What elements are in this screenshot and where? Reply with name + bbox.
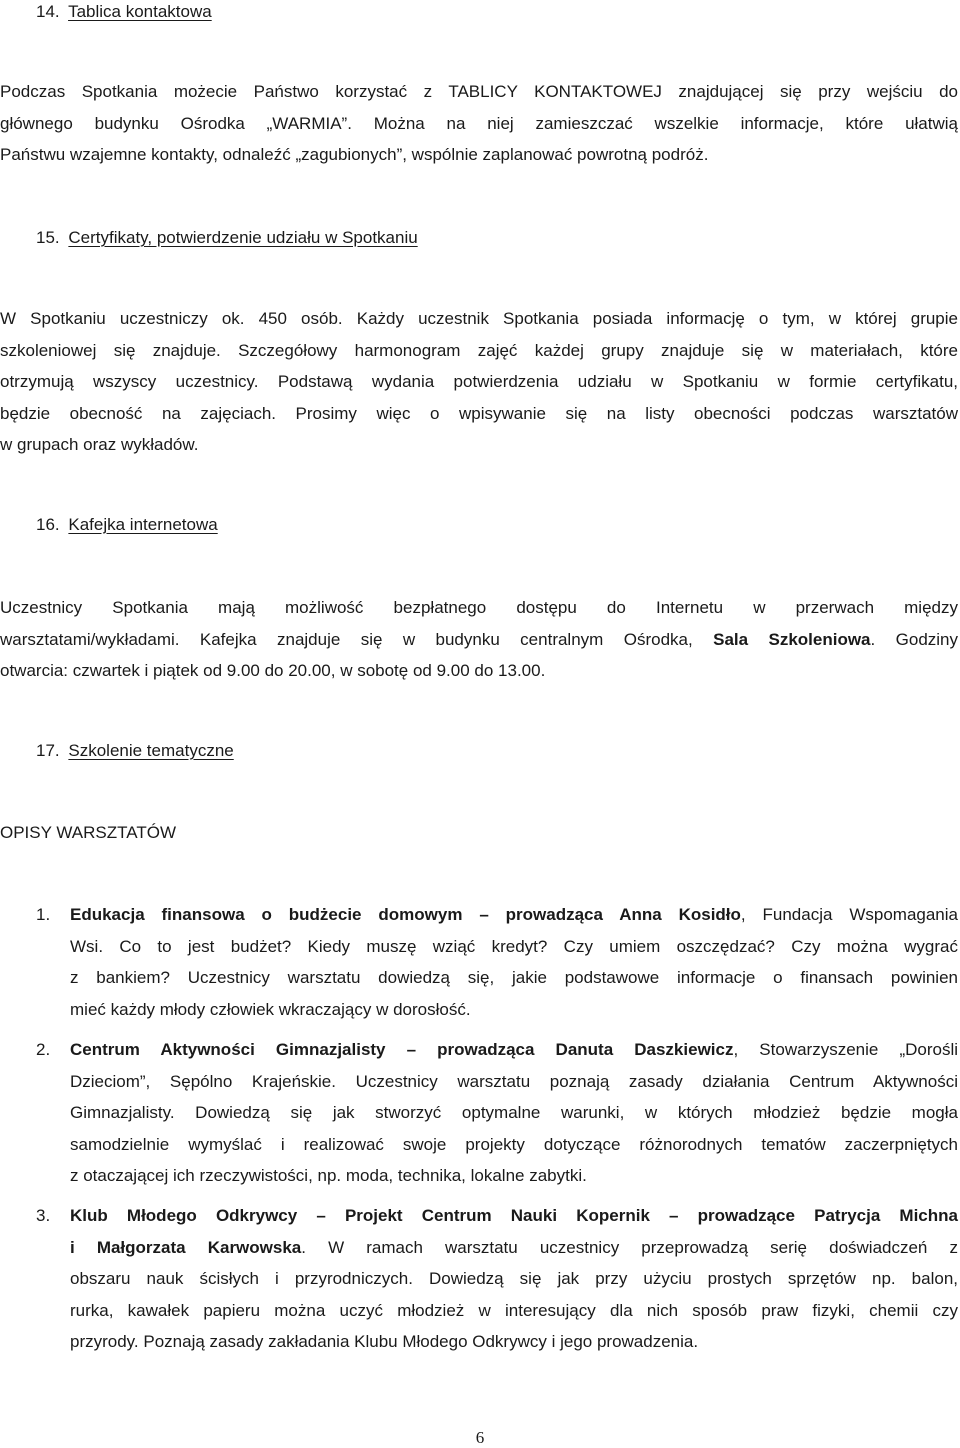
- workshop-number: 3.: [36, 1206, 51, 1225]
- section-17-heading: [36, 740, 234, 762]
- paragraph-line: W Spotkaniu uczestniczy ok. 450 osób. Każdy uczestnik Spotkania posiada informację o tym, w której grupie: [0, 309, 958, 328]
- section-15-paragraph: [0, 303, 958, 461]
- workshop-line: [70, 1232, 958, 1264]
- room-name: Sala Szkoleniowa: [713, 629, 871, 649]
- workshop-item-3: [0, 1200, 958, 1358]
- workshop-line: rurka, kawałek papieru można uczyć młodzież w interesujący dla nich sposób praw fizyki, chemii czy: [70, 1300, 958, 1320]
- workshop-body: [70, 899, 958, 1025]
- paragraph-line: w grupach oraz wykładów.: [0, 435, 199, 454]
- section-16-number: 16.: [36, 515, 60, 534]
- paragraph-line: [0, 624, 958, 656]
- workshop-line: samodzielnie wymyślać i realizować swoje projekty dotyczące różnorodnych tematów zaczerpniętych: [70, 1134, 958, 1154]
- workshop-title: Edukacja finansowa o budżecie domowym – prowadząca Anna Kosidło: [70, 905, 741, 924]
- workshop-line: Gimnazjalisty. Dowiedzą się jak stworzyć optymalne warunki, w których młodzież będzie mogła: [70, 1103, 958, 1122]
- page-number: 6: [475, 1428, 485, 1447]
- paragraph-line: będzie obecność na zajęciach. Prosimy więc o wpisywanie się na listy obecności podczas warsztatów: [0, 403, 958, 423]
- workshop-line: [70, 1034, 958, 1066]
- workshop-line: mieć każdy młody człowiek wkraczający w dorosłość.: [70, 999, 471, 1019]
- workshop-line: obszaru nauk ścisłych i przyrodniczych. Dowiedzą się jak przy użyciu prostych sprzętów np. balon,: [70, 1269, 958, 1288]
- workshop-line: przyrody. Poznają zasady zakładania Klubu Młodego Odkrywcy i jego prowadzenia.: [70, 1332, 699, 1351]
- section-14-title: Tablica kontaktowa: [68, 2, 212, 21]
- paragraph-line: szkoleniowej się znajduje. Szczegółowy harmonogram zajęć każdej grupy znajduje się w materiałach, które: [0, 340, 958, 360]
- section-14-heading: [36, 1, 212, 23]
- section-15-title: Certyfikaty, potwierdzenie udziału w Spotkaniu: [68, 228, 418, 247]
- paragraph-line: Podczas Spotkania możecie Państwo korzystać z TABLICY KONTAKTOWEJ znajdującej się przy wejściu do: [0, 82, 958, 101]
- workshop-number: 1.: [36, 905, 51, 924]
- workshop-line: z bankiem? Uczestnicy warsztatu dowiedzą się, jakie podstawowe informacje o finansach powinien: [70, 968, 958, 987]
- workshop-body: [70, 1200, 958, 1358]
- paragraph-line: otrzymują wszyscy uczestnicy. Podstawą wydania potwierdzenia udziału w Spotkaniu w formie certyfikatu,: [0, 372, 958, 391]
- section-14-paragraph: [0, 76, 958, 171]
- section-15-heading: [36, 227, 418, 249]
- workshop-number: 2.: [36, 1040, 51, 1059]
- workshop-line: [70, 1200, 958, 1232]
- section-17-number: 17.: [36, 741, 60, 760]
- workshop-line: Wsi. Co to jest budżet? Kiedy muszę wziąć kredyt? Czy umiem oszczędzać? Czy można wygrać: [70, 936, 958, 956]
- paragraph-line: otwarcia: czwartek i piątek od 9.00 do 20.00, w sobotę od 9.00 do 13.00.: [0, 661, 546, 680]
- text-run: warsztatami/wykładami. Kafejka znajduje się w budynku centralnym Ośrodka,: [0, 629, 714, 649]
- workshops-title: OPISY WARSZTATÓW: [0, 823, 176, 842]
- text-run: . Godziny: [870, 629, 959, 649]
- section-17-title: Szkolenie tematyczne: [68, 741, 234, 760]
- workshop-line: Dzieciom”, Sępólno Krajeńskie. Uczestnicy warsztatu poznają zasady działania Centrum Aktywności: [70, 1071, 958, 1091]
- workshop-body: [70, 1034, 958, 1192]
- workshop-item-1: [0, 899, 958, 1025]
- section-16-heading: [36, 514, 218, 536]
- workshop-leaders: i Małgorzata Karwowska: [70, 1237, 302, 1257]
- section-15-number: 15.: [36, 228, 60, 247]
- paragraph-line: głównego budynku Ośrodka „WARMIA”. Można na niej zamieszczać wszelkie informacje, które ułatwią: [0, 113, 958, 133]
- workshop-item-2: [0, 1034, 958, 1192]
- section-16-paragraph: [0, 592, 958, 687]
- workshop-title: Klub Młodego Odkrywcy – Projekt Centrum Nauki Kopernik – prowadzące Patrycja Michna: [70, 1206, 958, 1225]
- text-run: . W ramach warsztatu uczestnicy przeprowadzą serię doświadczeń z: [301, 1237, 958, 1257]
- section-14-number: 14.: [36, 2, 60, 21]
- workshop-line: z otaczającej ich rzeczywistości, np. moda, technika, lokalne zabytki.: [70, 1166, 587, 1185]
- text-run: , Fundacja Wspomagania: [740, 905, 958, 924]
- paragraph-line: Państwu wzajemne kontakty, odnaleźć „zagubionych”, wspólnie zaplanować powrotną podróż.: [0, 145, 709, 164]
- text-run: , Stowarzyszenie „Dorośli: [733, 1040, 958, 1059]
- paragraph-line: Uczestnicy Spotkania mają możliwość bezpłatnego dostępu do Internetu w przerwach między: [0, 598, 958, 617]
- workshop-line: [70, 899, 958, 931]
- workshop-title: Centrum Aktywności Gimnazjalisty – prowadząca Danuta Daszkiewicz: [70, 1040, 734, 1059]
- section-16-title: Kafejka internetowa: [68, 515, 218, 534]
